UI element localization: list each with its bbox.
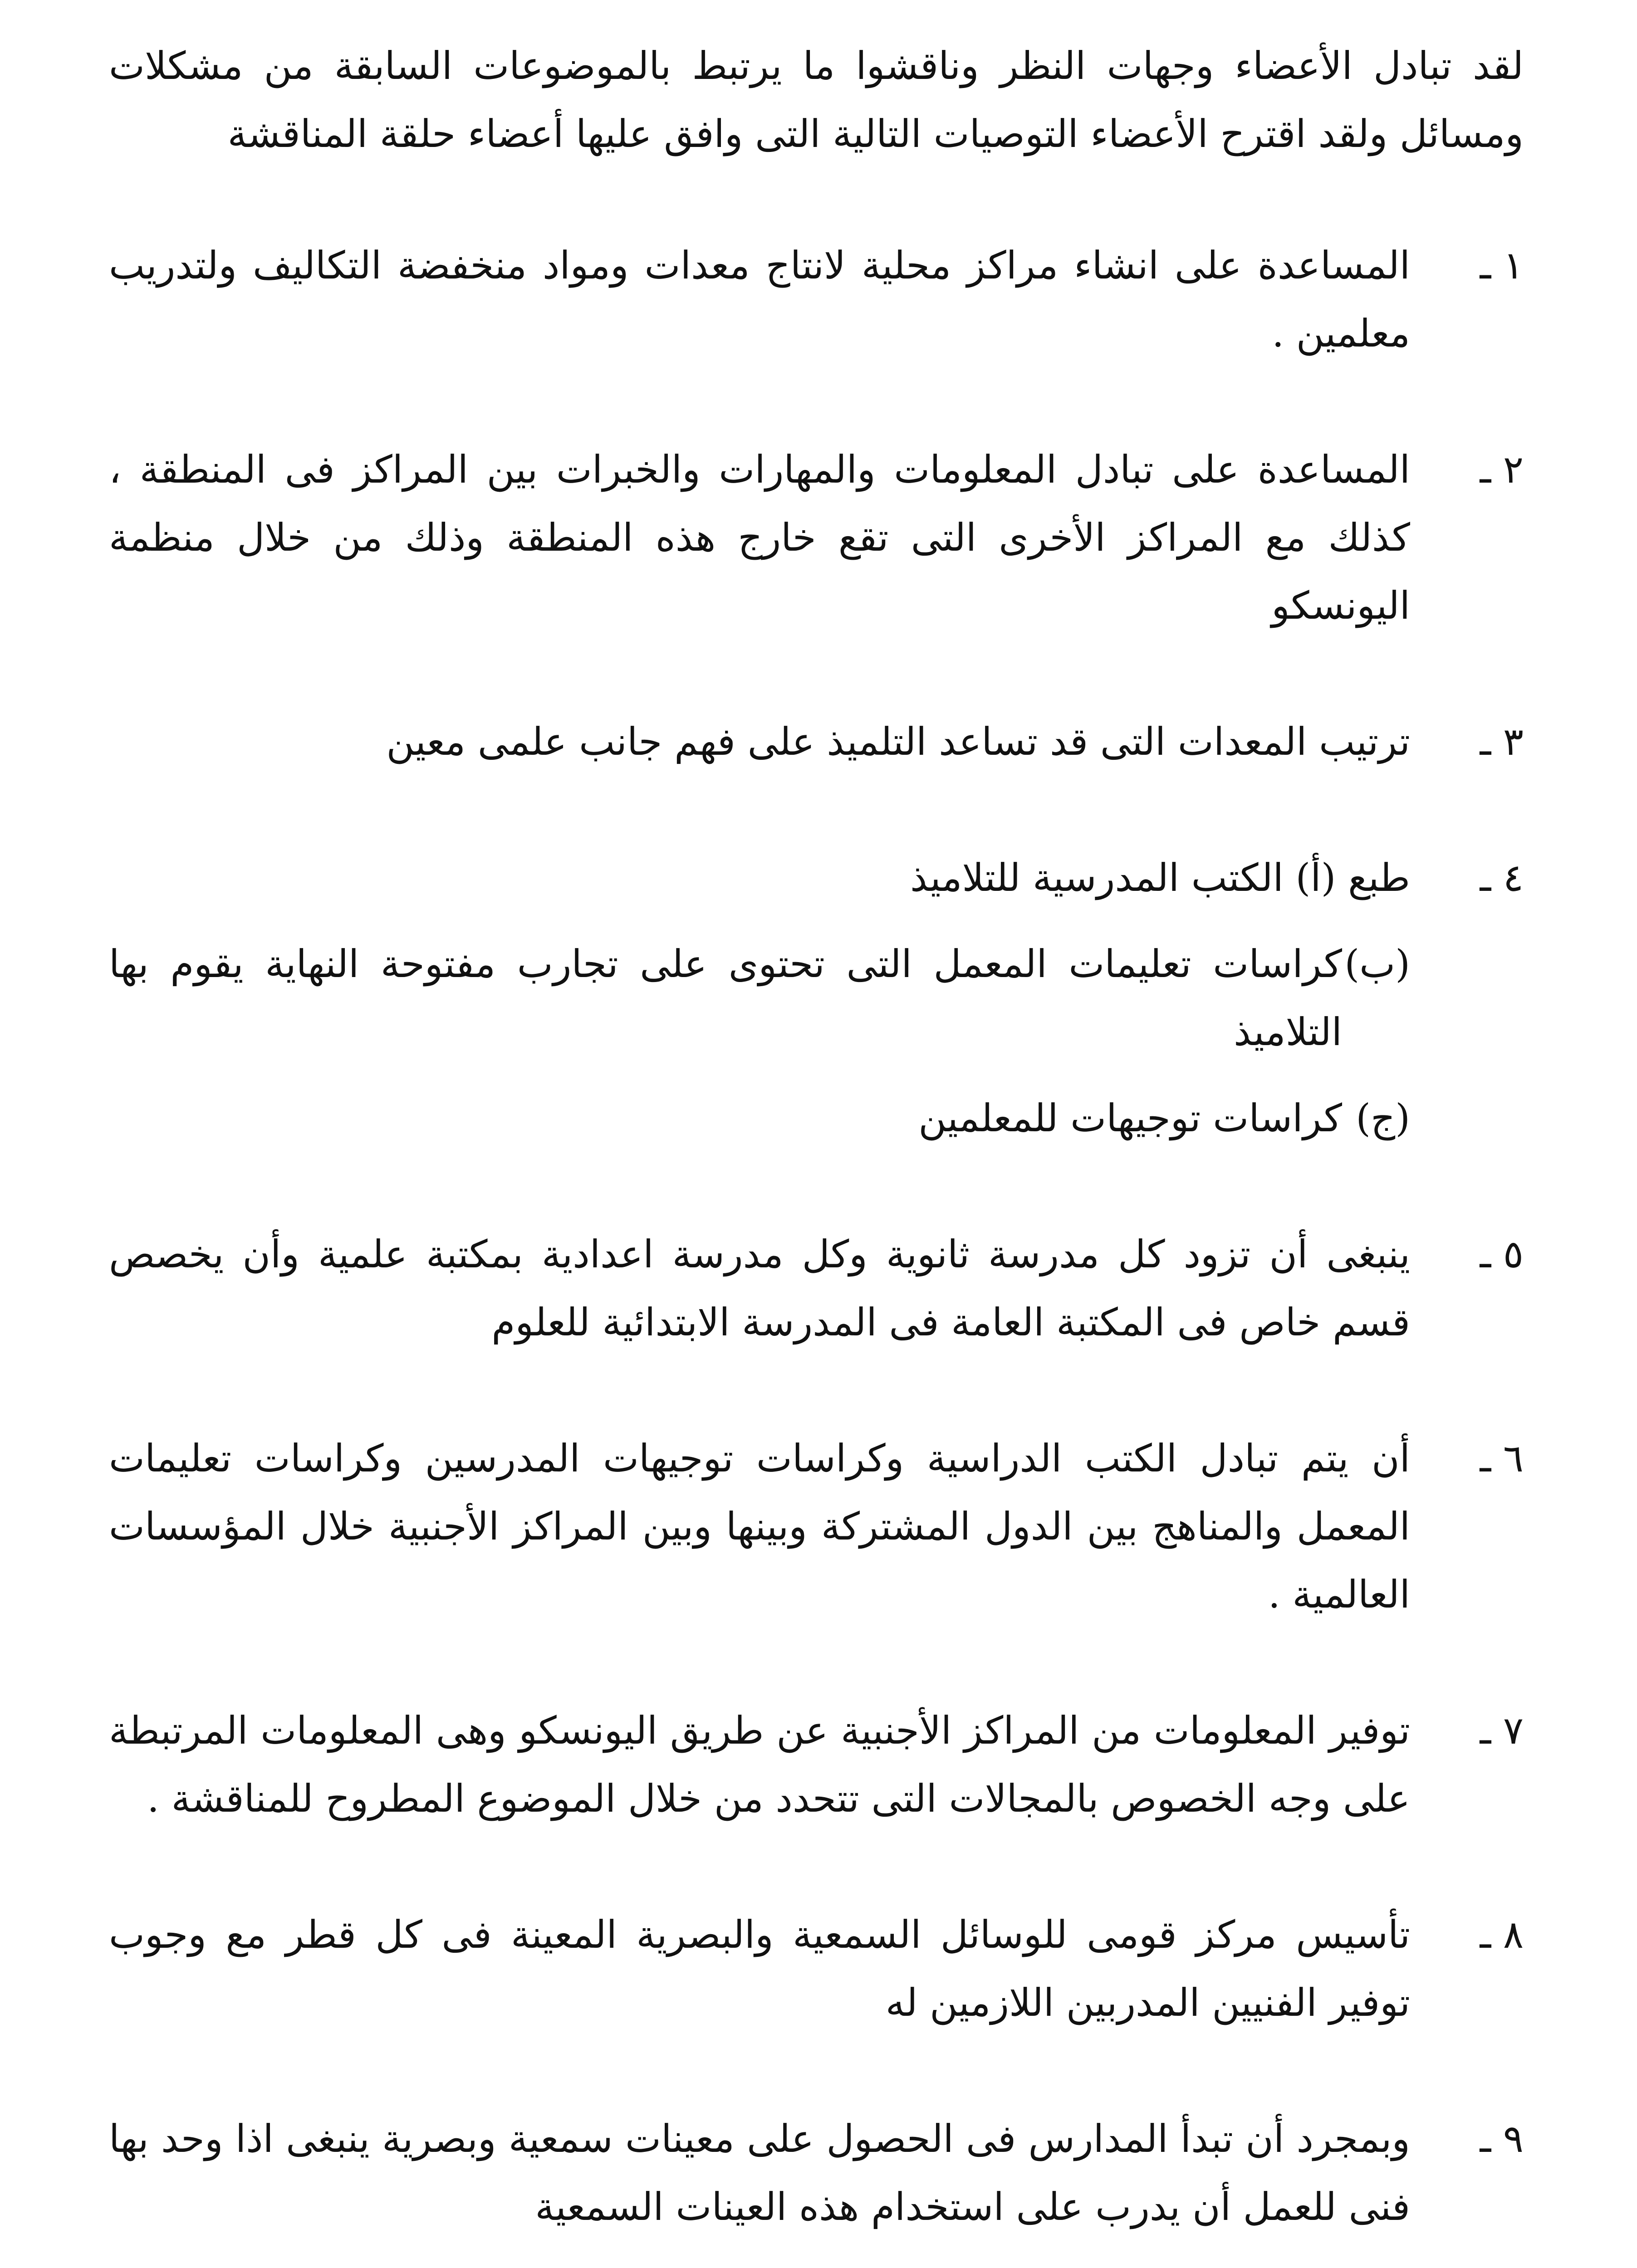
sub-item-label: (ب) xyxy=(1344,942,1410,986)
item-number: ٥ ـ xyxy=(1480,1232,1524,1276)
item-text: طبع (أ) الكتب المدرسية للتلاميذ xyxy=(910,855,1410,900)
sub-item-c xyxy=(109,1084,1410,1152)
page-content xyxy=(109,32,1524,2268)
sub-item-label: (ج) xyxy=(1356,1096,1410,1140)
item-text: تأسيس مركز قومى للوسائل السمعية والبصرية المعينة فى كل قطر مع وجوب توفير الفنيين المدربين اللازمين له xyxy=(109,1912,1410,2025)
item-number: ٢ ـ xyxy=(1480,447,1524,492)
list-item-5 xyxy=(109,1220,1524,1356)
item-text: ينبغى أن تزود كل مدرسة ثانوية وكل مدرسة اعدادية بمكتبة علمية وأن يخصص قسم خاص فى المكتبة العامة فى المدرسة الابتدائية للعلوم xyxy=(109,1232,1410,1344)
intro-paragraph: لقد تبادل الأعضاء وجهات النظر وناقشوا ما يرتبط بالموضوعات السابقة من مشكلات ومسائل ولقد اقترح الأعضاء التوصيات التالية التى وافق عليها أعضاء حلقة المناقشة xyxy=(109,44,1524,156)
item-number: ٤ ـ xyxy=(1480,855,1524,900)
item-text: المساعدة على تبادل المعلومات والمهارات والخبرات بين المراكز فى المنطقة ، كذلك مع المراكز الأخرى التى تقع خارج هذه المنطقة وذلك من خلال منظمة اليونسكو xyxy=(109,447,1410,628)
item-number: ٧ ـ xyxy=(1480,1708,1524,1753)
sub-list-item-4 xyxy=(109,930,1410,1152)
list-item-6 xyxy=(109,1424,1524,1628)
list-item-3 xyxy=(109,708,1524,776)
item-number: ١ ـ xyxy=(1480,243,1524,288)
item-text: المساعدة على انشاء مراكز محلية لانتاج معدات ومواد منخفضة التكاليف ولتدريب معلمين . xyxy=(109,243,1410,356)
item-number: ٩ ـ xyxy=(1480,2116,1524,2161)
list-item-7 xyxy=(109,1696,1524,1833)
list-item-1 xyxy=(109,231,1524,367)
item-number: ٨ ـ xyxy=(1480,1912,1524,1957)
list-item-8 xyxy=(109,1901,1524,2037)
item-text: أن يتم تبادل الكتب الدراسية وكراسات توجيهات المدرسين وكراسات تعليمات المعمل والمناهج بين الدول المشتركة وبينها وبين المراكز الأجنبية خلال المؤسسات العالمية . xyxy=(109,1436,1410,1617)
sub-item-text: كراسات توجيهات للمعلمين xyxy=(918,1096,1342,1140)
item-text: ترتيب المعدات التى قد تساعد التلميذ على فهم جانب علمى معين xyxy=(386,719,1410,764)
list-item-4 xyxy=(109,844,1524,912)
list-item-9 xyxy=(109,2105,1524,2241)
item-number: ٣ ـ xyxy=(1480,719,1524,764)
sub-item-b xyxy=(109,930,1410,1066)
item-text: توفير المعلومات من المراكز الأجنبية عن طريق اليونسكو وهى المعلومات المرتبطة على وجه الخصوص بالمجالات التى تتحدد من خلال الموضوع المطروح للمناقشة . xyxy=(109,1708,1411,1821)
sub-item-text: كراسات تعليمات المعمل التى تحتوى على تجارب مفتوحة النهاية يقوم بها التلاميذ xyxy=(109,942,1342,1054)
list-item-2 xyxy=(109,435,1524,640)
item-text: وبمجرد أن تبدأ المدارس فى الحصول على معينات سمعية وبصرية ينبغى اذا وحد بها فنى للعمل أن يدرب على استخدام هذه العينات السمعية xyxy=(109,2116,1410,2229)
item-number: ٦ ـ xyxy=(1480,1436,1524,1481)
